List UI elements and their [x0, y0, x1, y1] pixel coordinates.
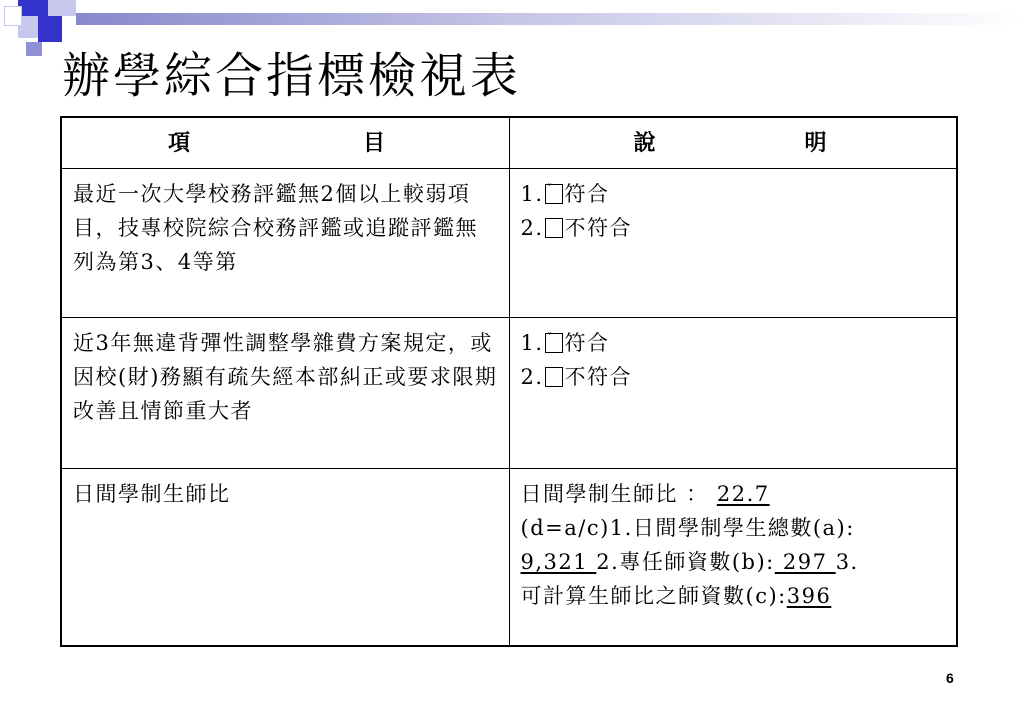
option-number: 2.	[520, 365, 544, 389]
table-row	[61, 469, 957, 647]
description-cell	[509, 169, 957, 318]
option-not-conform	[521, 211, 946, 245]
option-not-conform	[521, 360, 946, 394]
checkbox-checked-icon[interactable]	[545, 333, 563, 353]
indicator-table	[60, 116, 958, 647]
ratio-label: 日間學制生師比 ：	[520, 482, 717, 506]
header-item-char: 項	[168, 130, 192, 156]
option-label: 符合	[564, 182, 610, 206]
ratio-value: 22.7	[716, 482, 770, 506]
option-conform	[521, 326, 946, 360]
option-conform	[521, 177, 946, 211]
formula-text: (d=a/c)1.	[520, 516, 633, 540]
decor-square-icon	[4, 6, 22, 26]
table-row	[61, 318, 957, 469]
students-value: 9,321	[520, 550, 597, 574]
option-label: 不符合	[564, 216, 633, 240]
calc-value: 396	[786, 584, 832, 608]
page-title: 辦學綜合指標檢視表	[62, 48, 522, 104]
decor-square-icon	[18, 0, 48, 16]
option-number: 1.	[520, 182, 544, 206]
option-number: 2.	[520, 216, 544, 240]
option-number: 1.	[520, 331, 544, 355]
header-item	[61, 117, 509, 169]
decor-square-icon	[48, 0, 76, 16]
check-mark-icon: ˇ	[546, 331, 555, 345]
header-description-char: 明	[804, 130, 828, 156]
header-description	[509, 117, 957, 169]
calc-label: 可計算生師比之師資數(c):	[520, 584, 787, 608]
table-row	[61, 169, 957, 318]
students-label: 日間學制學生總數(a):	[632, 516, 855, 540]
header-description-char: 說	[633, 130, 658, 156]
header-gradient-bar	[76, 13, 1023, 25]
fulltime-prefix: 2.	[596, 550, 620, 574]
table-header-row	[61, 117, 957, 169]
description-cell	[509, 318, 957, 469]
item-cell: 日間學制生師比	[61, 469, 509, 647]
item-cell: 近3年無違背彈性調整學雜費方案規定，或因校(財)務顯有疏失經本部糾正或要求限期改善且情節重大者	[61, 318, 509, 469]
slide-number: 6	[946, 670, 954, 686]
checkbox-empty-icon[interactable]	[545, 367, 563, 387]
fulltime-label: 專任師資數(b):	[619, 550, 775, 574]
option-label: 不符合	[564, 365, 633, 389]
fulltime-value: 297	[774, 550, 836, 574]
decor-square-icon	[38, 16, 62, 42]
description-cell	[509, 469, 957, 647]
checkbox-checked-icon[interactable]	[545, 184, 563, 204]
checkbox-empty-icon[interactable]	[545, 218, 563, 238]
option-label: 符合	[564, 331, 610, 355]
decor-square-icon	[26, 42, 42, 56]
item-cell: 最近一次大學校務評鑑無2個以上較弱項目，技專校院綜合校務評鑑或追蹤評鑑無列為第3、4等第	[61, 169, 509, 318]
header-item-char: 目	[362, 130, 387, 156]
check-mark-icon: ˇ	[546, 182, 555, 196]
calc-prefix: 3.	[835, 550, 859, 574]
